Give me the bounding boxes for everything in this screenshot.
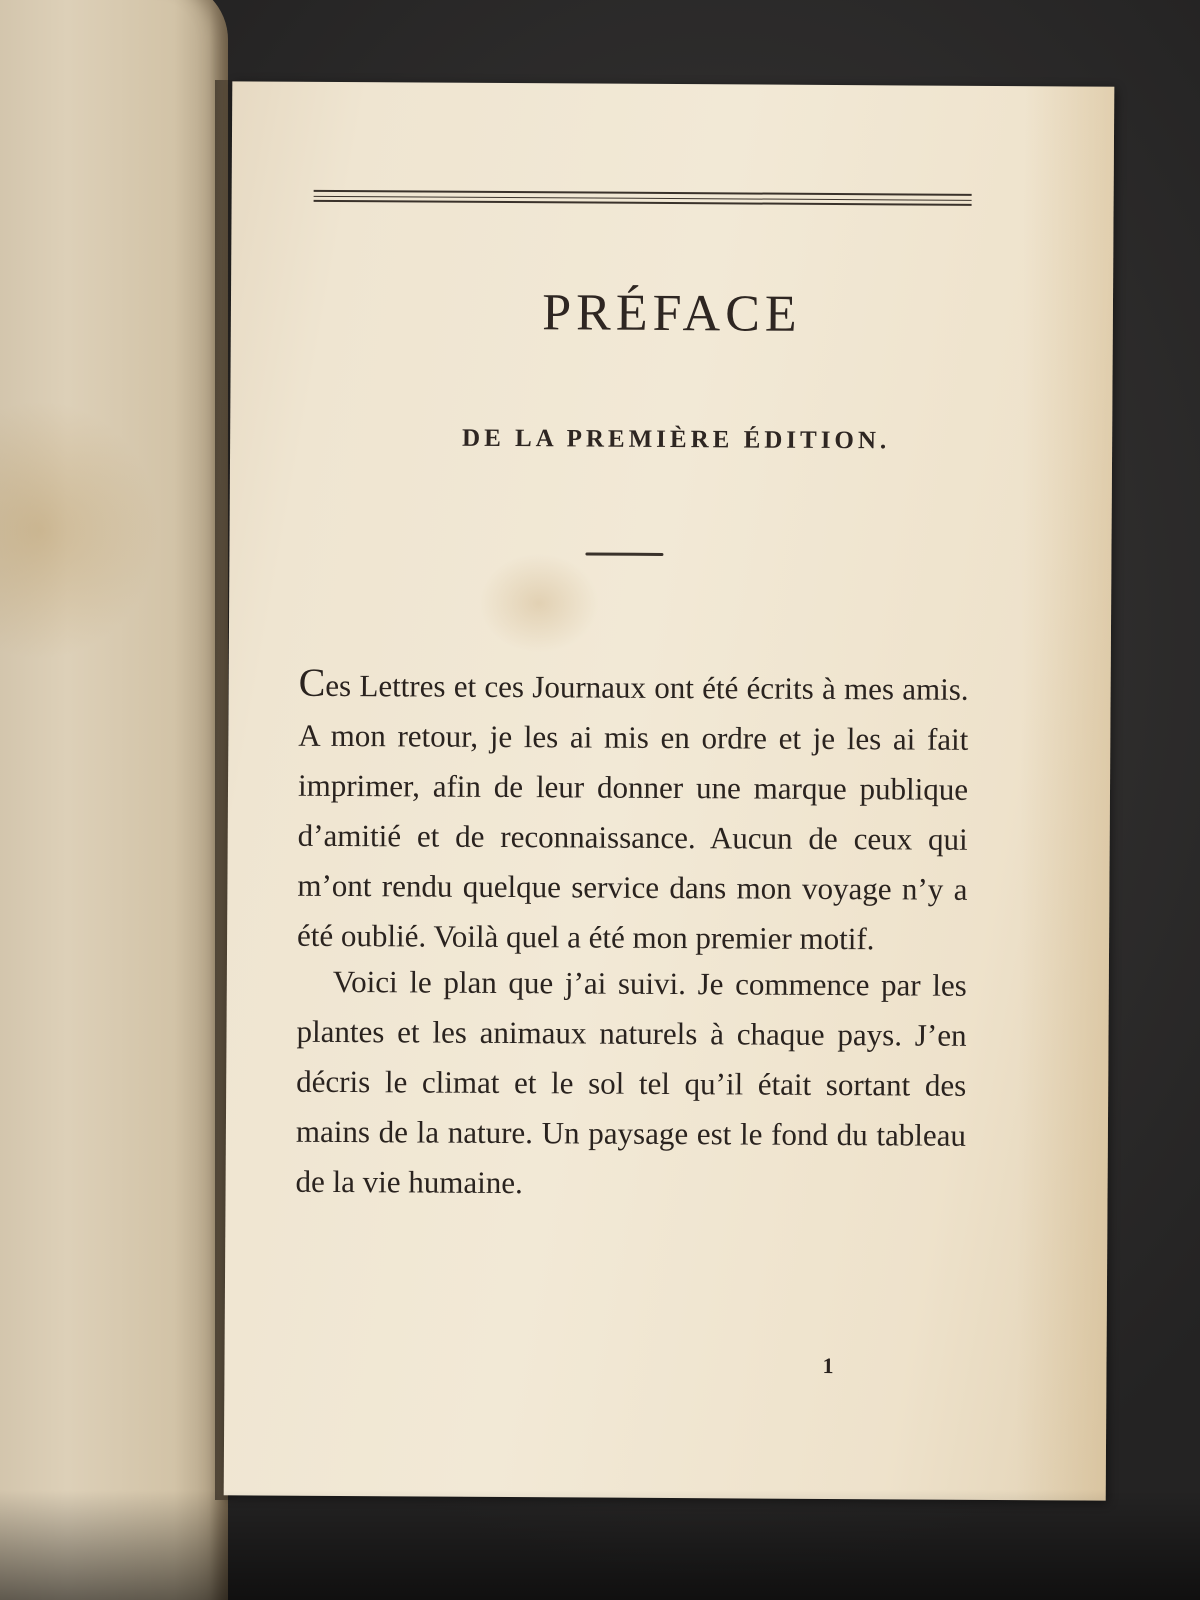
- body-text: [295, 658, 968, 1211]
- signature-mark: 1: [822, 1352, 834, 1379]
- right-page-recto: [224, 81, 1115, 1500]
- bottom-shadow: [0, 1490, 1200, 1600]
- double-rule-header: [314, 190, 972, 206]
- page-title: PRÉFACE: [542, 284, 802, 343]
- paragraph: Ces Lettres et ces Journaux ont été écrits à mes amis. A mon retour, je les ai mis en ordre et je les ai fait imprimer, afin de leur donner une marque publique d’amitié et de reconnaissance. Aucun de ceux qui m’ont rendu quelque service dans mon voyage n’y a été oublié. Voilà quel a été mon premier motif.: [297, 659, 969, 957]
- paragraph: Voici le plan que j’ai suivi. Je commence par les plantes et les animaux naturels à chaque pays. J’en décris le climat et le sol tel qu’il était sortant des mains de la nature. Un paysage est le fond du tableau de la vie humaine.: [295, 963, 967, 1201]
- ornamental-rule: [585, 552, 663, 555]
- left-page-verso: [0, 0, 228, 1600]
- page-subtitle: DE LA PREMIÈRE ÉDITION.: [461, 424, 891, 455]
